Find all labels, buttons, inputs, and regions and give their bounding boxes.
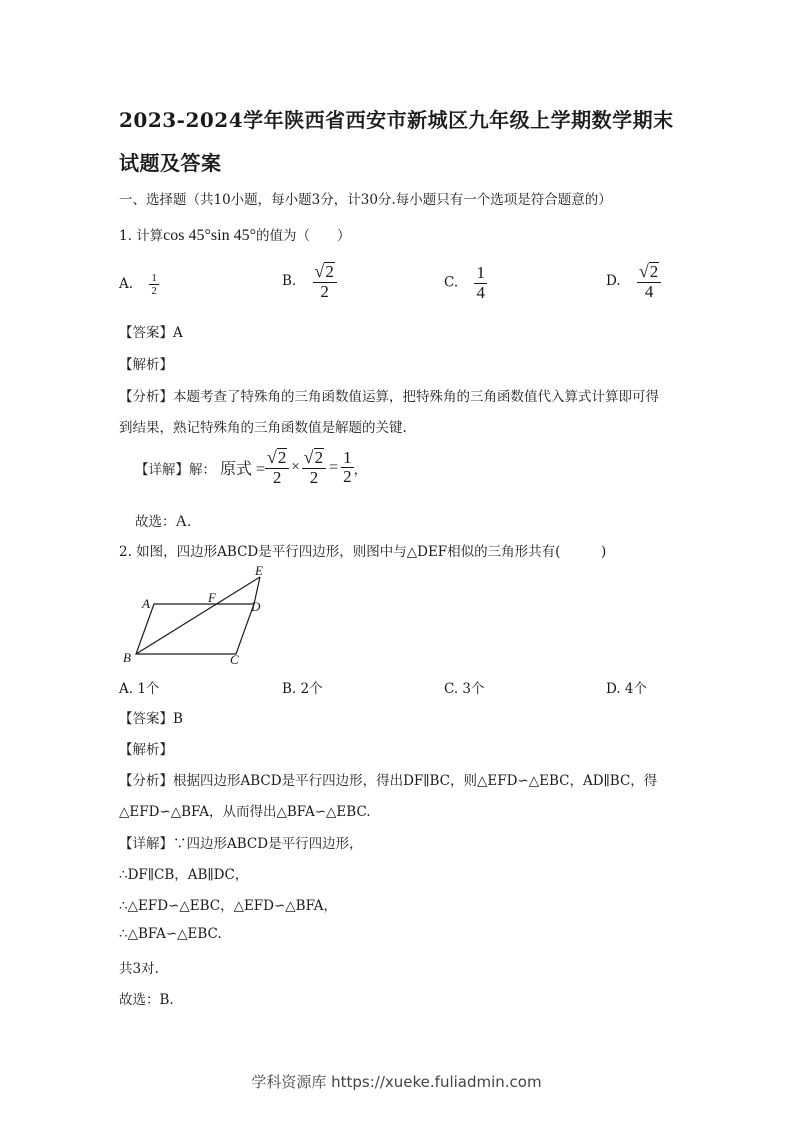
q1-analysis-line2: 到结果，熟记特殊角的三角函数值是解题的关键. bbox=[119, 420, 407, 436]
q2-analysis-header: 【解析】 bbox=[119, 742, 173, 758]
label-c: C bbox=[230, 652, 239, 667]
q1-analysis-line1: 【分析】本题考查了特殊角的三角函数值运算，把特殊角的三角函数值代入算式计算即可得 bbox=[119, 389, 659, 405]
times-sign: × bbox=[291, 459, 300, 476]
q2-detail-line: ∴DF∥CB，AB∥DC， bbox=[119, 867, 249, 883]
denominator: 4 bbox=[476, 282, 485, 302]
fraction bbox=[302, 448, 326, 487]
q1-option-a bbox=[119, 272, 159, 297]
fraction bbox=[265, 448, 289, 487]
numerator: 1 bbox=[343, 447, 352, 467]
label-b: B bbox=[123, 650, 131, 665]
sqrt-icon: √ bbox=[267, 447, 277, 468]
denominator: 2 bbox=[309, 467, 319, 487]
q1-analysis-header: 【解析】 bbox=[119, 357, 173, 373]
fraction bbox=[341, 449, 354, 487]
sqrt-numerator: √ 2 bbox=[303, 447, 324, 468]
q2-detail-line: 共3对. bbox=[119, 961, 159, 977]
section-header: 一、选择题（共10小题，每小题3分，计30分.每小题只有一个选项是符合题意的） bbox=[119, 192, 612, 208]
q1-detail bbox=[135, 448, 367, 487]
footer-watermark: 学科资源库 https://xueke.fuliadmin.com bbox=[251, 1073, 542, 1091]
label-d: D bbox=[251, 599, 261, 614]
sqrt-numerator: √ 2 bbox=[267, 447, 287, 468]
option-label: A. bbox=[119, 276, 134, 293]
q1-option-c bbox=[444, 264, 487, 302]
choose-prefix: 故选： bbox=[135, 514, 176, 530]
sqrt-icon: √ bbox=[314, 261, 325, 282]
q1-option-b bbox=[282, 262, 337, 301]
q1-answer: 【答案】A bbox=[119, 325, 183, 341]
fraction bbox=[474, 264, 487, 302]
denominator: 2 bbox=[320, 281, 329, 301]
q2-stem: 2. 如图，四边形ABCD是平行四边形，则图中与△DEF相似的三角形共有( ) bbox=[119, 544, 607, 560]
q2-detail-line: ∴△EFD∽△EBC，△EFD∽△BFA， bbox=[119, 898, 338, 914]
sqrt-icon: √ bbox=[638, 261, 649, 282]
numerator: 1 bbox=[151, 272, 157, 284]
choose-value: A bbox=[175, 513, 188, 530]
fraction bbox=[149, 272, 159, 297]
fraction bbox=[313, 262, 337, 301]
sqrt-icon: √ bbox=[303, 447, 314, 468]
q2-analysis-line2: △EFD∽△BFA，从而得出△BFA∽△EBC. bbox=[119, 804, 371, 820]
q2-analysis-line1: 【分析】根据四边形ABCD是平行四边形，得出DF∥BC，则△EFD∽△EBC，AD∥BC，得 bbox=[119, 773, 658, 789]
denominator: 2 bbox=[151, 285, 157, 298]
parallelogram-figure bbox=[118, 560, 278, 670]
denominator: 2 bbox=[272, 467, 282, 487]
q2-option-c: C. 3个 bbox=[444, 681, 485, 697]
denominator: 2 bbox=[343, 467, 352, 487]
parallelogram-abcd bbox=[136, 604, 254, 654]
q2-detail-line: ∴△BFA∽△EBC. bbox=[119, 926, 222, 942]
choose-end: . bbox=[187, 514, 192, 530]
line-be bbox=[136, 577, 260, 654]
q1-suffix: 的值为（ ） bbox=[255, 228, 351, 244]
page-title-line2: 试题及答案 bbox=[119, 151, 222, 175]
label-e: E bbox=[255, 563, 263, 578]
fraction bbox=[637, 262, 661, 301]
detail-end: ， bbox=[353, 461, 368, 478]
q1-expression: cos 45°sin 45° bbox=[163, 227, 256, 244]
q2-detail-line: 【详解】∵四边形ABCD是平行四边形， bbox=[119, 836, 363, 852]
option-label: B. bbox=[282, 273, 297, 290]
label-f: F bbox=[208, 590, 216, 605]
q1-prefix: 1. 计算 bbox=[119, 228, 164, 244]
q1-stem bbox=[119, 224, 350, 245]
detail-label: 【详解】解： bbox=[135, 461, 216, 478]
q2-option-b: B. 2个 bbox=[282, 681, 323, 697]
numerator: 1 bbox=[476, 263, 485, 282]
q1-choose bbox=[135, 510, 191, 531]
detail-expr-prefix: 原式 = bbox=[220, 461, 266, 479]
q2-answer: 【答案】B bbox=[119, 711, 183, 727]
equals-sign: = bbox=[329, 458, 339, 476]
q2-detail-line: 故选：B. bbox=[119, 992, 174, 1008]
sqrt-numerator: √ 2 bbox=[638, 261, 659, 282]
label-a: A bbox=[142, 596, 150, 611]
page-title-line1: 2023-2024学年陕西省西安市新城区九年级上学期数学期末 bbox=[119, 108, 674, 132]
sqrt-numerator: √ 2 bbox=[314, 261, 334, 282]
q2-option-d: D. 4个 bbox=[606, 681, 648, 697]
option-label: D. bbox=[606, 273, 621, 290]
option-label: C. bbox=[444, 274, 459, 291]
denominator: 4 bbox=[644, 281, 654, 301]
q2-option-a: A. 1个 bbox=[119, 681, 160, 697]
q1-option-d bbox=[606, 262, 661, 301]
